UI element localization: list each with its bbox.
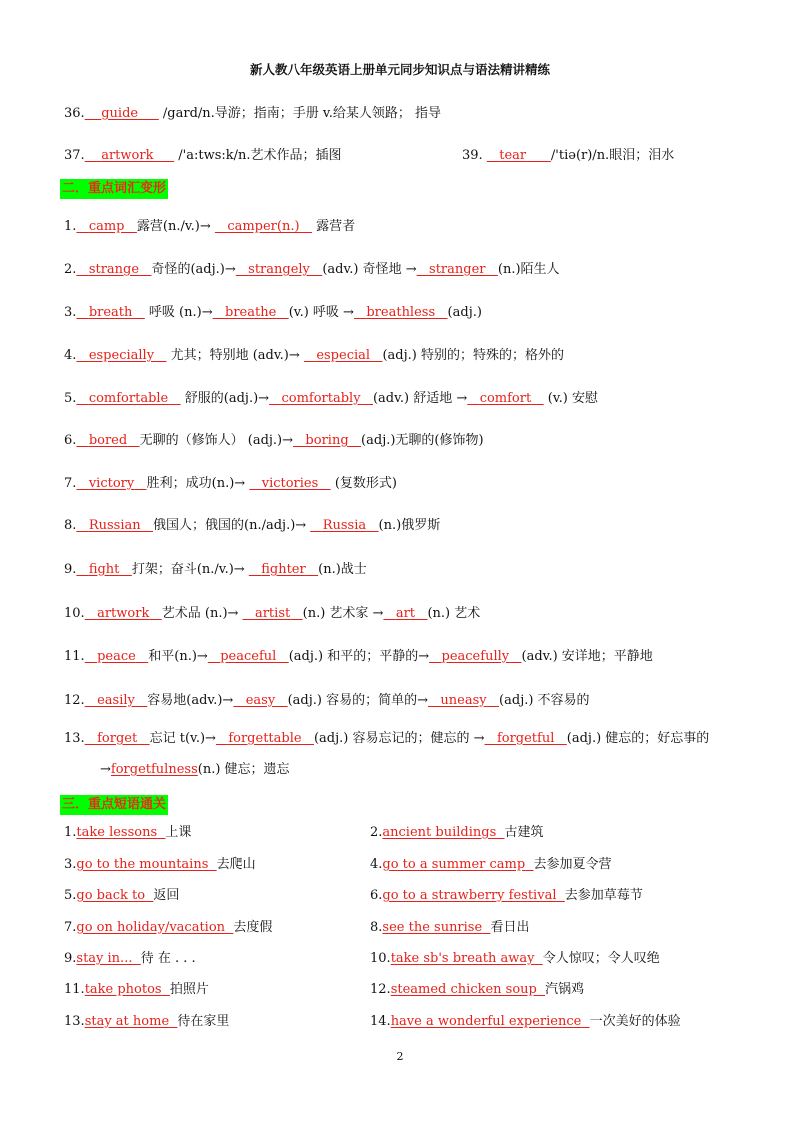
text: 呼吸 (n.)→ — [144, 305, 213, 320]
answer: Russia — [322, 518, 367, 533]
answer: camper(n.) — [227, 219, 300, 234]
meaning: 去爬山 — [216, 857, 256, 872]
phrase-item — [64, 919, 272, 937]
phrase-item — [64, 856, 256, 874]
phrase-item — [370, 824, 544, 842]
meaning: 拍照片 — [169, 982, 209, 997]
text: (adj.) 健忘的；好忘事的 — [566, 731, 710, 746]
form-line — [64, 517, 740, 535]
text: (adv.) 安详地；平静地 — [521, 649, 653, 664]
phrase-item — [64, 824, 191, 842]
text: (adj.)无聊的(修饰物) — [361, 433, 484, 448]
answer: go back to — [76, 888, 146, 903]
answer: peace — [97, 649, 136, 664]
text: (复数形式) — [330, 476, 397, 491]
item-number: 10. — [370, 951, 391, 966]
meaning: 去参加夏令营 — [533, 857, 612, 872]
text: (n.) 艺术家 → — [302, 606, 384, 621]
meaning: 令人惊叹；令人叹绝 — [542, 951, 660, 966]
answer: go on holiday/vacation — [76, 920, 226, 935]
answer: comfortable — [88, 391, 169, 406]
form-line — [64, 261, 740, 279]
text: (adv.) 舒适地 → — [372, 391, 468, 406]
text: (n.)俄罗斯 — [378, 518, 441, 533]
answer: artwork — [97, 606, 150, 621]
text: (v.) 呼吸 → — [288, 305, 354, 320]
answer: go to a strawberry festival — [382, 888, 557, 903]
answer: take lessons — [76, 825, 158, 840]
item-number: 1. — [64, 825, 77, 840]
phrase-item — [64, 887, 179, 905]
answer: strange — [88, 262, 140, 277]
item-number: 7. — [64, 476, 77, 491]
item-number: 5. — [64, 391, 77, 406]
section-heading: 二．重点词汇变形 — [60, 179, 168, 199]
item-number: 11. — [64, 982, 85, 997]
text: (n.) 健忘；遗忘 — [197, 762, 290, 777]
answer: Russian — [88, 518, 141, 533]
vocab-line-36 — [64, 105, 740, 123]
meaning: 看日出 — [490, 920, 530, 935]
item-number: 7. — [64, 920, 77, 935]
text: (adj.) — [447, 305, 482, 320]
phrase-item — [64, 950, 196, 968]
text: (adj.) 和平的；平静的→ — [288, 649, 430, 664]
vocab-line-39 — [462, 147, 674, 165]
form-line — [64, 347, 740, 365]
item-number: 10. — [64, 606, 85, 621]
answer: especially — [88, 348, 155, 363]
answer: art — [395, 606, 416, 621]
text: 胜利；成功(n.)→ — [146, 476, 250, 491]
answer: peaceful — [220, 649, 277, 664]
item-number: 8. — [370, 920, 383, 935]
item-number: 6. — [64, 433, 77, 448]
answer: strangely — [248, 262, 310, 277]
item-number: 39. — [462, 148, 483, 163]
item-number: 13. — [64, 1014, 85, 1029]
item-number: 3. — [64, 305, 77, 320]
answer: see the sunrise — [382, 920, 483, 935]
meaning: 待 在 . . . — [140, 951, 196, 966]
answer: peacefully — [441, 649, 510, 664]
answer: ancient buildings — [382, 825, 497, 840]
form-line — [64, 605, 740, 623]
item-number: 4. — [64, 348, 77, 363]
answer: comfort — [479, 391, 532, 406]
meaning: 待在家里 — [177, 1014, 230, 1029]
text: 艺术品 (n.)→ — [161, 606, 243, 621]
item-number: 2. — [370, 825, 383, 840]
form-line — [64, 475, 740, 493]
text: (n.)陌生人 — [497, 262, 560, 277]
answer: forgetfulness — [110, 762, 198, 777]
item-number: 5. — [64, 888, 77, 903]
form-line — [64, 692, 740, 710]
meaning: 汽锅鸡 — [545, 982, 585, 997]
text: (adj.) 容易忘记的；健忘的 → — [313, 731, 485, 746]
form-line — [64, 304, 740, 322]
answer: stranger — [429, 262, 486, 277]
item-number: 9. — [64, 951, 77, 966]
form-line-continuation — [100, 761, 290, 779]
item-number: 6. — [370, 888, 383, 903]
meaning: 去度假 — [233, 920, 273, 935]
text: (adj.) 特别的；特殊的；格外的 — [382, 348, 564, 363]
answer: fight — [88, 562, 120, 577]
answer: easily — [97, 693, 135, 708]
answer: go to a summer camp — [382, 857, 526, 872]
meaning: 返回 — [153, 888, 180, 903]
item-number: 13. — [64, 731, 85, 746]
answer: breath — [88, 305, 133, 320]
answer: forget — [97, 731, 138, 746]
form-line — [64, 561, 740, 579]
item-number: 12. — [64, 693, 85, 708]
text: 舒服的(adj.)→ — [180, 391, 270, 406]
answer: tear — [499, 148, 527, 163]
text: 忘记 t(v.)→ — [149, 731, 216, 746]
answer: bored — [88, 433, 128, 448]
item-number: 14. — [370, 1014, 391, 1029]
answer: fighter — [261, 562, 306, 577]
answer: take sb's breath away — [390, 951, 535, 966]
text: 尤其；特别地 (adv.)→ — [166, 348, 304, 363]
phrase-item — [370, 856, 611, 874]
answer: stay in... — [76, 951, 133, 966]
phrase-item — [370, 950, 660, 968]
text: 露营者 — [311, 219, 356, 234]
item-number: 36. — [64, 106, 85, 121]
item-number: 12. — [370, 982, 391, 997]
item-number: 9. — [64, 562, 77, 577]
answer: guide — [101, 106, 139, 121]
form-line — [64, 218, 740, 236]
answer: forgettable — [228, 731, 302, 746]
text: 奇怪的(adj.)→ — [151, 262, 236, 277]
definition: /'a:tws:k/n.艺术作品；插图 — [174, 148, 342, 163]
answer: steamed chicken soup — [390, 982, 537, 997]
text: (v.) 安慰 — [543, 391, 598, 406]
answer: artwork — [101, 148, 154, 163]
page-title: 新人教八年级英语上册单元同步知识点与语法精讲精练 — [249, 62, 550, 77]
answer: breathe — [225, 305, 277, 320]
item-number: 1. — [64, 219, 77, 234]
text: (adj.) 容易的；简单的→ — [287, 693, 429, 708]
phrase-item — [370, 887, 643, 905]
phrase-item — [370, 1013, 681, 1031]
answer: take photos — [84, 982, 162, 997]
text: (n.)战士 — [318, 562, 367, 577]
meaning: 上课 — [165, 825, 192, 840]
answer: comfortably — [281, 391, 361, 406]
item-number: 11. — [64, 649, 85, 664]
text: 容易地(adv.)→ — [147, 693, 234, 708]
meaning: 去参加草莓节 — [564, 888, 643, 903]
phrase-item — [370, 981, 584, 999]
form-line — [64, 648, 740, 666]
answer: stay at home — [84, 1014, 170, 1029]
answer: especial — [316, 348, 371, 363]
answer: go to the mountains — [76, 857, 209, 872]
text: → — [100, 762, 111, 777]
answer: have a wonderful experience — [390, 1014, 582, 1029]
phrase-item — [370, 919, 529, 937]
answer: camp — [88, 219, 125, 234]
item-number: 4. — [370, 857, 383, 872]
answer: forgetful — [496, 731, 555, 746]
answer: artist — [254, 606, 291, 621]
answer: boring — [305, 433, 349, 448]
page-number: 2 — [396, 1050, 404, 1063]
item-number: 3. — [64, 857, 77, 872]
phrase-item — [64, 981, 209, 999]
text: 和平(n.)→ — [148, 649, 208, 664]
text: 无聊的（修饰人） (adj.)→ — [139, 433, 294, 448]
text: 露营(n./v.)→ — [136, 219, 215, 234]
text: 俄国人；俄国的(n./adj.)→ — [153, 518, 311, 533]
text: (adj.) 不容易的 — [499, 693, 590, 708]
answer: easy — [245, 693, 276, 708]
answer: uneasy — [440, 693, 487, 708]
item-number: 2. — [64, 262, 77, 277]
item-number: 8. — [64, 518, 77, 533]
answer: victory — [88, 476, 135, 491]
definition: /gard/n.导游；指南；手册 v.给某人领路； 指导 — [158, 106, 441, 121]
meaning: 古建筑 — [504, 825, 544, 840]
meaning: 一次美好的体验 — [589, 1014, 681, 1029]
text: (n.) 艺术 — [427, 606, 481, 621]
answer: breathless — [366, 305, 436, 320]
answer: victories — [261, 476, 319, 491]
text: (adv.) 奇怪地 → — [322, 262, 417, 277]
form-line — [64, 730, 740, 748]
phrase-item — [64, 1013, 229, 1031]
text: 打架；奋斗(n./v.)→ — [131, 562, 249, 577]
item-number: 37. — [64, 148, 85, 163]
section-heading: 三．重点短语通关 — [60, 795, 168, 815]
form-line — [64, 432, 740, 450]
definition: /'tiə(r)/n.眼泪；泪水 — [550, 148, 675, 163]
form-line — [64, 390, 740, 408]
